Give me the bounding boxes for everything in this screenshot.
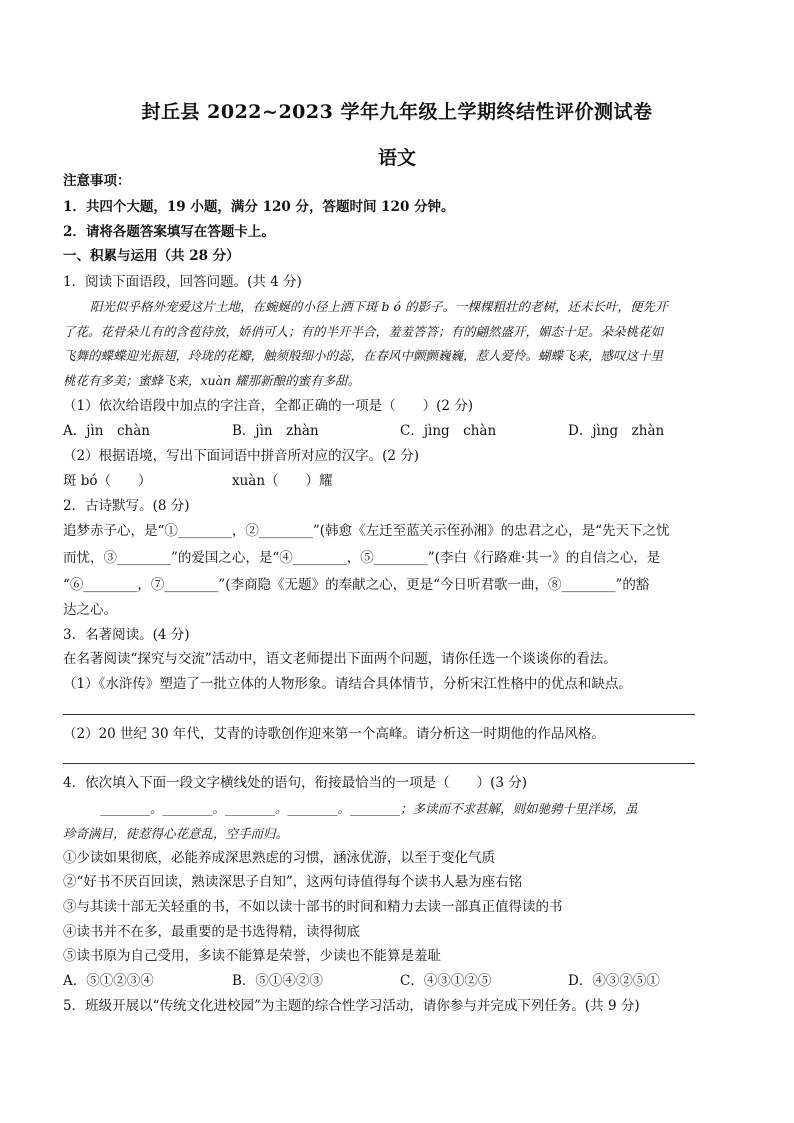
q4-option-d: D．④③②⑤① — [568, 973, 660, 989]
q1-passage-line-2: 了花。花骨朵儿有的含苞待放，娇俏可人；有的半开半合，羞羞答答；有的翩然盛开，媚态十足。朵朵桃花如 — [63, 324, 664, 339]
q2-stem: 2．古诗默写。(8 分) — [63, 498, 190, 514]
q4-sentence-2: ②“好书不厌百回读，熟读深思子自知”，这两句诗值得每个读书人悬为座右铭 — [63, 874, 523, 890]
q4-sentence-1: ①少读如果彻底，必能养成深思熟虑的习惯，涵泳优游，以至于变化气质 — [63, 850, 495, 866]
notice-heading: 注意事项： — [63, 173, 131, 189]
q2-line-3: “⑥________，⑦________”(李商隐《无题》的奉献之心，更是“今日听君歌一曲，⑧________”的豁 — [63, 577, 650, 593]
q1-sub2: （2）根据语境，写出下面词语中拼音所对应的汉字。(2 分) — [63, 448, 420, 464]
q1-option-c: C．jìng chàn — [400, 423, 497, 439]
q1-fill-a: 斑 bó（ ） — [63, 473, 152, 489]
q4-text-line-2: 珍奇满目，徒惹得心花意乱，空手而归。 — [63, 826, 289, 841]
q3-answer-line-1 — [63, 714, 695, 715]
subject-title: 语文 — [377, 147, 416, 169]
section-1-heading: 一、积累与运用（共 28 分） — [63, 248, 240, 264]
q4-sentence-4: ④读书并不在多，最重要的是书选得精，读得彻底 — [63, 924, 360, 940]
q3-sub1: （1）《水浒传》塑造了一批立体的人物形象。请结合具体情节，分析宋江性格中的优点和缺点。 — [63, 676, 632, 692]
q3-answer-line-2 — [63, 763, 695, 764]
notice-item-2: 2．请将各题答案填写在答题卡上。 — [63, 224, 275, 240]
q4-sentence-5: ⑤读书原为自己受用，多读不能算是荣誉，少读也不能算是羞耻 — [63, 948, 441, 964]
q1-sub1: （1）依次给语段中加点的字注音，全都正确的一项是（ ）(2 分) — [63, 398, 474, 414]
q4-option-a: A．⑤①②③④ — [63, 973, 154, 989]
q1-fill-b: xuàn（ ）耀 — [232, 473, 333, 489]
q2-line-1: 追梦赤子心，是“①________，②________”(韩愈《左迁至蓝关示侄孙湘》的忠君之心，是“先天下之忧 — [63, 523, 670, 539]
q3-intro: 在名著阅读“探究与交流”活动中，语文老师提出下面两个问题，请你任选一个谈谈你的看法。 — [63, 651, 617, 667]
q2-line-2: 而忧，③________”的爱国之心，是“④________，⑤________”(李白《行路难·其一》的自信之心，是 — [63, 550, 661, 566]
exam-title: 封丘县 2022~2023 学年九年级上学期终结性评价测试卷 — [141, 101, 653, 123]
q5-stem: 5．班级开展以“传统文化进校园”为主题的综合性学习活动，请你参与并完成下列任务。(共 9 分) — [63, 998, 640, 1014]
q1-option-d: D．jìng zhàn — [568, 423, 665, 439]
q1-stem: 1．阅读下面语段，回答问题。(共 4 分) — [63, 274, 302, 290]
notice-item-1: 1．共四个大题，19 小题，满分 120 分，答题时间 120 分钟。 — [63, 199, 455, 215]
q1-passage-line-3: 飞舞的蝶蝶迎光振翅，玲珑的花瓣，触须般细小的蕊，在春风中颤颤巍巍，惹人爱怜。蝴蝶飞来，感叹这十里 — [63, 348, 664, 363]
q1-option-b: B．jìn zhàn — [232, 423, 319, 439]
q1-option-a: A．jìn chàn — [63, 423, 150, 439]
q3-stem: 3．名著阅读。(4 分) — [63, 627, 190, 643]
q2-line-4: 达之心。 — [63, 602, 117, 618]
q4-text-line-1: ________。________。________。________。________；多读而不求甚解，则如驰骋十里洋场，虽 — [100, 801, 638, 816]
q4-option-b: B．⑤①④②③ — [232, 973, 323, 989]
q3-sub2: （2）20 世纪 30 年代，艾青的诗歌创作迎来第一个高峰。请分析这一时期他的作品风格。 — [63, 726, 605, 742]
q4-stem: 4．依次填入下面一段文字横线处的语句，衔接最恰当的一项是（ ）(3 分) — [63, 775, 528, 791]
q4-option-c: C．④③①②⑤ — [400, 973, 492, 989]
q1-passage-line-4: 桃花有多美；蜜蜂飞来，xuàn 耀那新酿的蜜有多甜。 — [63, 373, 361, 388]
q4-sentence-3: ③与其读十部无关轻重的书，不如以读十部书的时间和精力去读一部真正值得读的书 — [63, 899, 563, 915]
q1-passage-line-1: 阳光似乎格外宠爱这片土地，在蜿蜒的小径上洒下斑 b ó 的影子。一棵棵粗壮的老树，还未长叶，便先开 — [90, 299, 668, 314]
